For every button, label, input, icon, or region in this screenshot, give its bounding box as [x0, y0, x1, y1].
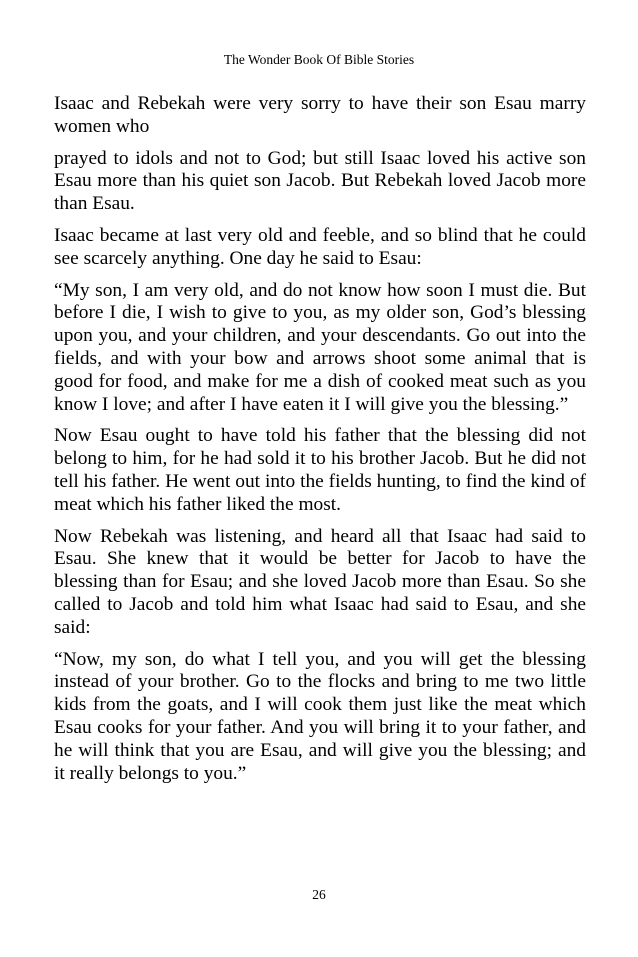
paragraph-6: Now Rebekah was listening, and heard all that Isaac had said to Esau. She knew that it would be better for Jacob to have the blessing than for Esau; and she loved Jacob more than Esau. So she called to Jacob and told him what Isaac had said to Esau, and she said:: [54, 525, 586, 638]
paragraph-7: “Now, my son, do what I tell you, and you will get the blessing instead of your brother. Go to the flocks and bring to me two little kids from the goats, and I will cook them just like the meat which Esau cooks for your father. And you will bring it to your father, and he will think that you are Esau, and will give you the blessing; and it really belongs to you.”: [54, 648, 586, 784]
page-number: 26: [312, 887, 326, 902]
paragraph-2: prayed to idols and not to God; but still Isaac loved his active son Esau more than his quiet son Jacob. But Rebekah loved Jacob more than Esau.: [54, 147, 586, 215]
running-header-title: The Wonder Book Of Bible Stories: [223, 52, 415, 67]
paragraph-1: Isaac and Rebekah were very sorry to have their son Esau marry women who: [54, 93, 586, 137]
paragraph-3: Isaac became at last very old and feeble, and so blind that he could see scarcely anything. One day he said to Esau:: [54, 224, 586, 269]
paragraph-5: Now Esau ought to have told his father that the blessing did not belong to him, for he had sold it to his brother Jacob. But he did not tell his father. He went out into the fields hunting, to find the kind of meat which his father liked the most.: [54, 425, 586, 515]
paragraph-4: “My son, I am very old, and do not know how soon I must die. But before I die, I wish to give to you, as my older son, God’s blessing upon you, and your children, and your descendants. Go out into the fields, and with your bow and arrows shoot some animal that is good for food, and make for me a dish of cooked meat such as you know I love; and after I have eaten it I will give you the blessing.”: [54, 279, 586, 415]
body-text: [54, 93, 586, 794]
